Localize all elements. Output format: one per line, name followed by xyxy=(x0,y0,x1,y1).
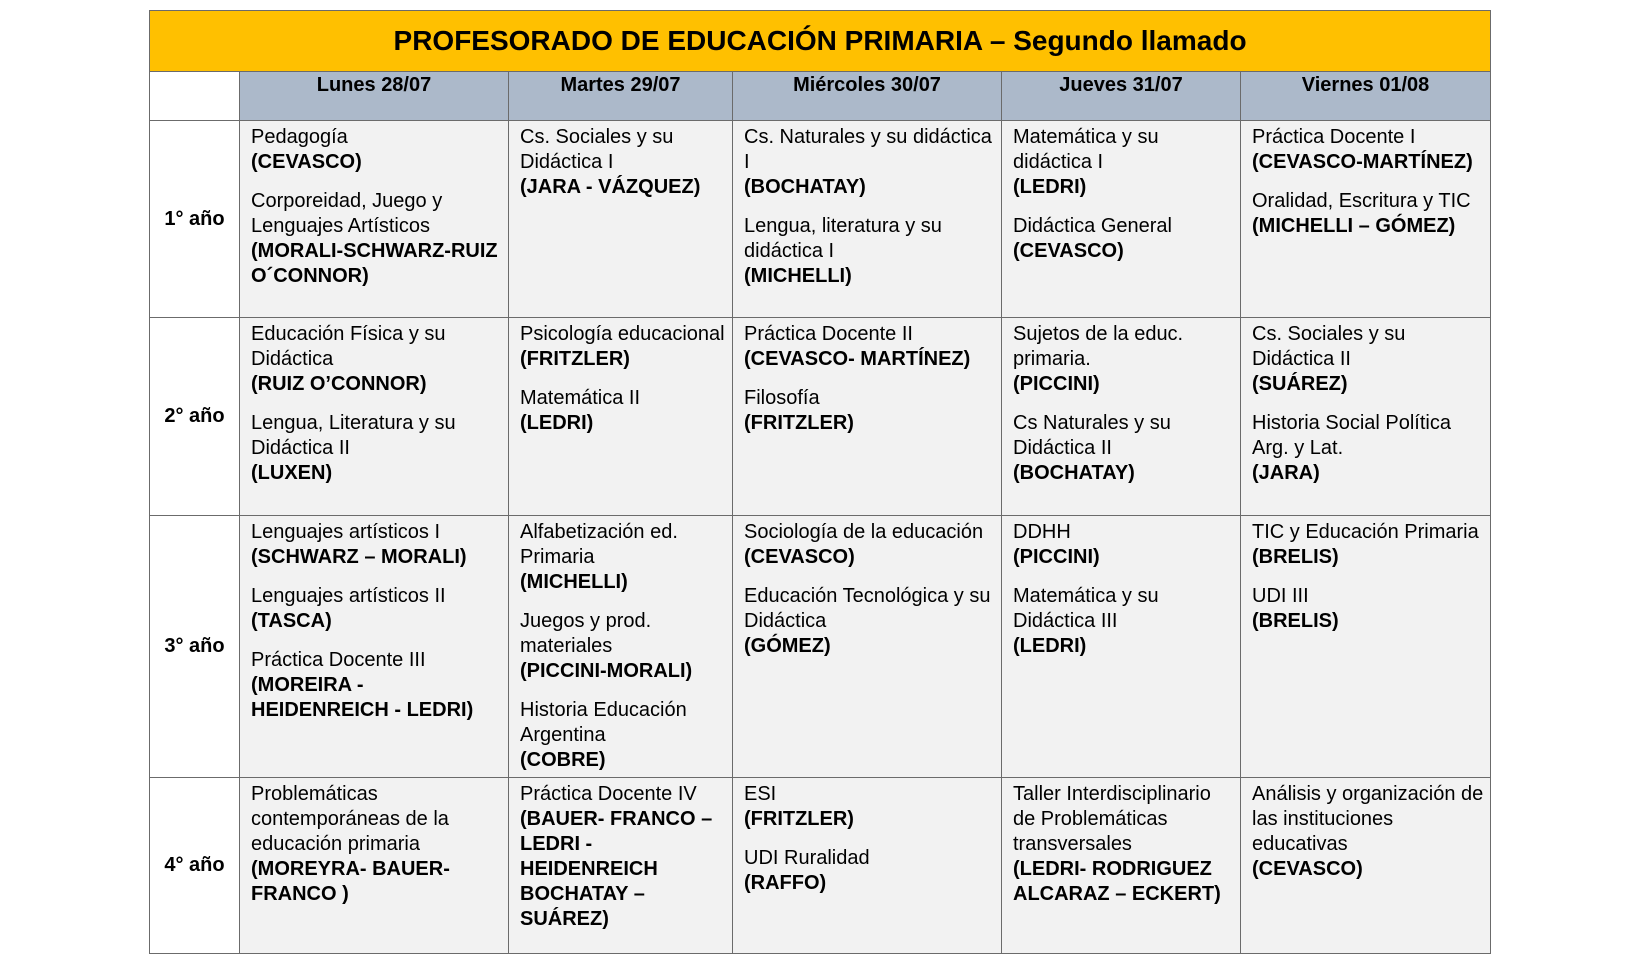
teacher-names: (BOCHATAY) xyxy=(744,176,866,198)
exam-entry xyxy=(520,125,726,200)
exam-entry xyxy=(520,520,726,595)
exam-entry xyxy=(1252,189,1484,239)
exam-entry xyxy=(1013,411,1234,486)
exam-entry xyxy=(1252,125,1484,175)
subject-name: Lenguajes artísticos II xyxy=(251,585,446,607)
day-header: Jueves 31/07 xyxy=(1002,72,1241,121)
subject-name: Matemática II xyxy=(520,387,641,409)
subject-name: ESI xyxy=(744,783,777,805)
year-row xyxy=(150,318,1491,516)
year-label: 4° año xyxy=(150,778,240,954)
exam-cell xyxy=(240,318,509,516)
subject-name: Problemáticas contemporáneas de la educación primaria xyxy=(251,783,449,855)
exam-entry xyxy=(1252,322,1484,397)
subject-name: Matemática y su didáctica I xyxy=(1013,126,1159,173)
exam-entry xyxy=(520,782,726,932)
day-header: Viernes 01/08 xyxy=(1241,72,1491,121)
exam-entry xyxy=(1013,584,1234,659)
subject-name: Lengua, literatura y su didáctica I xyxy=(744,215,942,262)
teacher-names: (GÓMEZ) xyxy=(744,635,831,657)
subject-name: Educación Tecnológica y su Didáctica xyxy=(744,585,991,632)
subject-name: DDHH xyxy=(1013,521,1071,543)
exam-entry xyxy=(744,846,995,896)
subject-name: Historia Social Política Arg. y Lat. xyxy=(1252,412,1451,459)
subject-name: Cs. Naturales y su didáctica I xyxy=(744,126,992,173)
subject-name: Taller Interdisciplinario de Problemáticas transversales xyxy=(1013,783,1211,855)
subject-name: TIC y Educación Primaria xyxy=(1252,521,1479,543)
exam-entry xyxy=(251,648,502,723)
exam-cell xyxy=(733,778,1002,954)
teacher-names: (TASCA) xyxy=(251,610,332,632)
year-label: 1° año xyxy=(150,121,240,318)
exam-entry xyxy=(744,322,995,372)
teacher-names: (BAUER- FRANCO – LEDRI - HEIDENREICH BOCHATAY – SUÁREZ) xyxy=(520,808,713,930)
teacher-names: (BRELIS) xyxy=(1252,610,1339,632)
teacher-names: (LEDRI- RODRIGUEZ ALCARAZ – ECKERT) xyxy=(1013,858,1221,905)
exam-entry xyxy=(520,386,726,436)
subject-name: Pedagogía xyxy=(251,126,348,148)
exam-entry xyxy=(744,125,995,200)
exam-cell xyxy=(1241,778,1491,954)
exam-entry xyxy=(251,584,502,634)
teacher-names: (FRITZLER) xyxy=(744,808,854,830)
subject-name: Lengua, Literatura y su Didáctica II xyxy=(251,412,456,459)
subject-name: Práctica Docente II xyxy=(744,323,913,345)
subject-name: Análisis y organización de las instituciones educativas xyxy=(1252,783,1484,855)
day-header: Miércoles 30/07 xyxy=(733,72,1002,121)
teacher-names: (FRITZLER) xyxy=(744,412,854,434)
teacher-names: (SUÁREZ) xyxy=(1252,373,1348,395)
exam-entry xyxy=(744,782,995,832)
subject-name: Práctica Docente I xyxy=(1252,126,1416,148)
exam-entry xyxy=(251,782,502,907)
teacher-names: (CEVASCO-MARTÍNEZ) xyxy=(1252,151,1473,173)
subject-name: Filosofía xyxy=(744,387,820,409)
teacher-names: (CEVASCO) xyxy=(744,546,855,568)
exam-entry xyxy=(1013,214,1234,264)
subject-name: Historia Educación Argentina xyxy=(520,699,687,746)
subject-name: Didáctica General xyxy=(1013,215,1172,237)
page-title: PROFESORADO DE EDUCACIÓN PRIMARIA – Segundo llamado xyxy=(150,11,1491,72)
teacher-names: (LEDRI) xyxy=(520,412,594,434)
exam-cell xyxy=(240,778,509,954)
teacher-names: (CEVASCO) xyxy=(251,151,362,173)
exam-cell xyxy=(1241,516,1491,778)
subject-name: Juegos y prod. materiales xyxy=(520,610,652,657)
teacher-names: (MOREYRA- BAUER-FRANCO ) xyxy=(251,858,450,905)
corner-cell xyxy=(150,72,240,121)
subject-name: Corporeidad, Juego y Lenguajes Artísticos xyxy=(251,190,443,237)
teacher-names: (PICCINI) xyxy=(1013,373,1100,395)
title-row xyxy=(150,11,1491,72)
subject-name: Psicología educacional xyxy=(520,323,725,345)
schedule-table xyxy=(149,10,1491,954)
teacher-names: (MORALI-SCHWARZ-RUIZ O´CONNOR) xyxy=(251,240,498,287)
exam-entry xyxy=(1252,520,1484,570)
teacher-names: (CEVASCO) xyxy=(1013,240,1124,262)
teacher-names: (BRELIS) xyxy=(1252,546,1339,568)
teacher-names: (LEDRI) xyxy=(1013,176,1087,198)
exam-entry xyxy=(251,520,502,570)
teacher-names: (JARA) xyxy=(1252,462,1320,484)
exam-cell xyxy=(1241,318,1491,516)
exam-entry xyxy=(520,609,726,684)
teacher-names: (BOCHATAY) xyxy=(1013,462,1135,484)
subject-name: Práctica Docente IV xyxy=(520,783,697,805)
teacher-names: (PICCINI) xyxy=(1013,546,1100,568)
teacher-names: (RUIZ O’CONNOR) xyxy=(251,373,427,395)
subject-name: Educación Física y su Didáctica xyxy=(251,323,446,370)
year-label: 2° año xyxy=(150,318,240,516)
exam-cell xyxy=(1002,516,1241,778)
subject-name: Cs Naturales y su Didáctica II xyxy=(1013,412,1171,459)
subject-name: Oralidad, Escritura y TIC xyxy=(1252,190,1471,212)
exam-cell xyxy=(733,516,1002,778)
teacher-names: (MOREIRA - HEIDENREICH - LEDRI) xyxy=(251,674,474,721)
exam-entry xyxy=(744,386,995,436)
teacher-names: (CEVASCO- MARTÍNEZ) xyxy=(744,348,971,370)
teacher-names: (LUXEN) xyxy=(251,462,333,484)
exam-entry xyxy=(520,698,726,773)
exam-cell xyxy=(509,516,733,778)
exam-entry xyxy=(1252,411,1484,486)
day-header: Lunes 28/07 xyxy=(240,72,509,121)
exam-cell xyxy=(509,318,733,516)
year-row xyxy=(150,778,1491,954)
teacher-names: (LEDRI) xyxy=(1013,635,1087,657)
teacher-names: (COBRE) xyxy=(520,749,606,771)
exam-entry xyxy=(1013,125,1234,200)
subject-name: Matemática y su Didáctica III xyxy=(1013,585,1159,632)
exam-entry xyxy=(1013,520,1234,570)
teacher-names: (MICHELLI) xyxy=(520,571,628,593)
teacher-names: (CEVASCO) xyxy=(1252,858,1363,880)
exam-cell xyxy=(1002,121,1241,318)
exam-cell xyxy=(509,778,733,954)
teacher-names: (FRITZLER) xyxy=(520,348,630,370)
exam-cell xyxy=(1241,121,1491,318)
subject-name: Sociología de la educación xyxy=(744,521,984,543)
teacher-names: (SCHWARZ – MORALI) xyxy=(251,546,467,568)
exam-cell xyxy=(733,318,1002,516)
subject-name: Lenguajes artísticos I xyxy=(251,521,440,543)
exam-entry xyxy=(251,322,502,397)
teacher-names: (JARA - VÁZQUEZ) xyxy=(520,176,701,198)
teacher-names: (PICCINI-MORALI) xyxy=(520,660,693,682)
exam-cell xyxy=(733,121,1002,318)
exam-entry xyxy=(1252,584,1484,634)
exam-entry xyxy=(1013,322,1234,397)
exam-cell xyxy=(240,121,509,318)
subject-name: UDI III xyxy=(1252,585,1309,607)
subject-name: Práctica Docente III xyxy=(251,649,426,671)
exam-cell xyxy=(240,516,509,778)
day-header-row xyxy=(150,72,1491,121)
exam-entry xyxy=(1013,782,1234,907)
teacher-names: (MICHELLI) xyxy=(744,265,852,287)
year-label: 3° año xyxy=(150,516,240,778)
exam-entry xyxy=(251,411,502,486)
subject-name: Sujetos de la educ. primaria. xyxy=(1013,323,1184,370)
exam-cell xyxy=(1002,778,1241,954)
subject-name: Cs. Sociales y su Didáctica II xyxy=(1252,323,1406,370)
exam-entry xyxy=(744,584,995,659)
year-row xyxy=(150,121,1491,318)
schedule-body xyxy=(150,121,1491,954)
subject-name: UDI Ruralidad xyxy=(744,847,870,869)
exam-entry xyxy=(520,322,726,372)
exam-cell xyxy=(1002,318,1241,516)
day-header: Martes 29/07 xyxy=(509,72,733,121)
subject-name: Cs. Sociales y su Didáctica I xyxy=(520,126,674,173)
exam-entry xyxy=(251,125,502,175)
subject-name: Alfabetización ed. Primaria xyxy=(520,521,678,568)
teacher-names: (RAFFO) xyxy=(744,872,827,894)
year-row xyxy=(150,516,1491,778)
exam-entry xyxy=(251,189,502,289)
teacher-names: (MICHELLI – GÓMEZ) xyxy=(1252,215,1456,237)
exam-entry xyxy=(1252,782,1484,882)
exam-entry xyxy=(744,214,995,289)
exam-cell xyxy=(509,121,733,318)
exam-entry xyxy=(744,520,995,570)
